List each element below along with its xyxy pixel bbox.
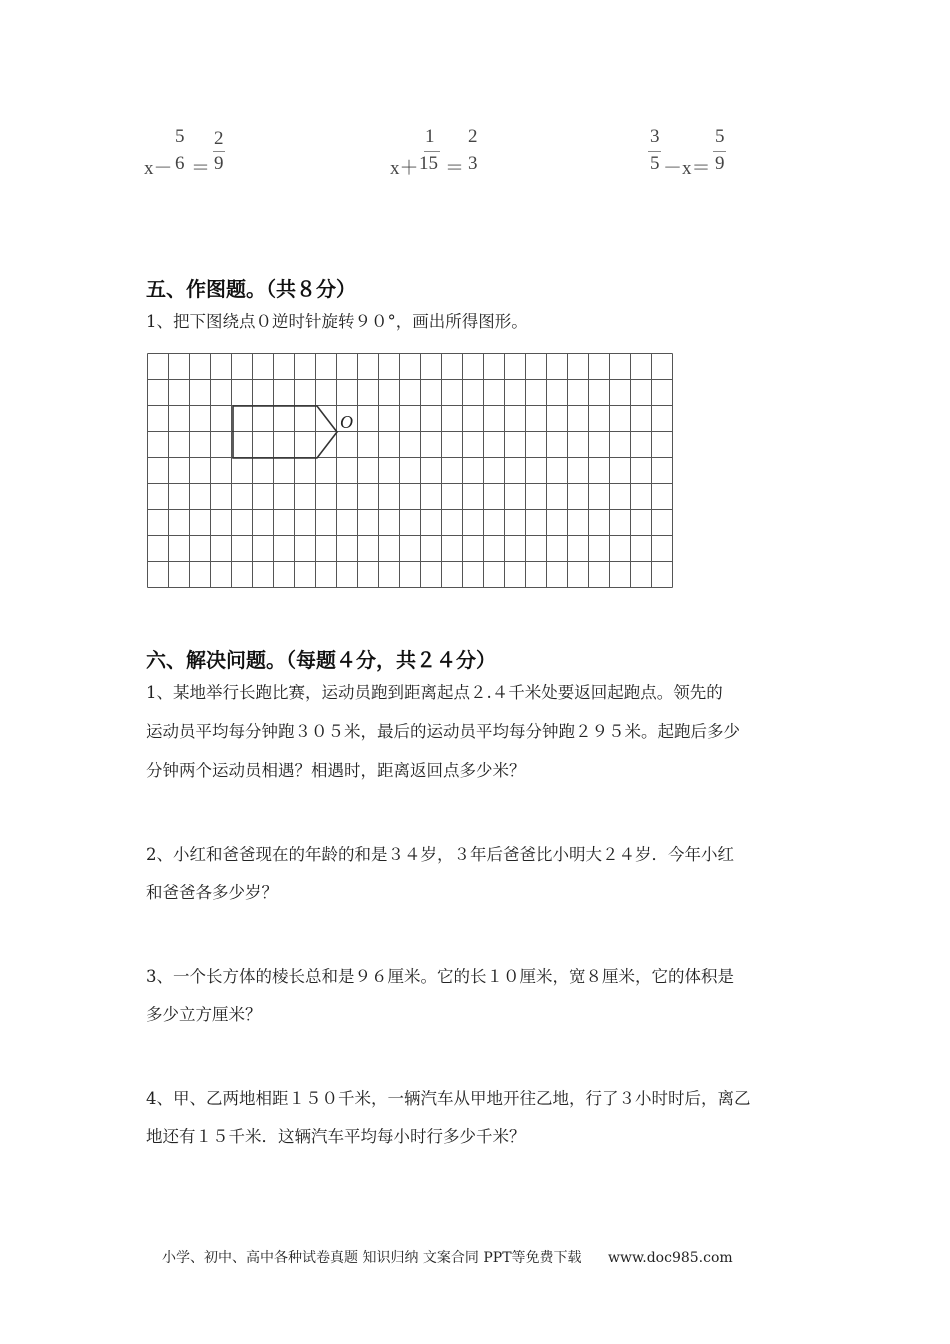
footer-text: 小学、初中、高中各种试卷真题 知识归纳 文案合同 PPT等免费下载 [162,1250,582,1266]
grid-lines [148,354,673,588]
s6-q2-line-1: 2、小红和爸爸现在的年龄的和是３４岁，３年后爸爸比小明大２４岁．今年小红 [146,845,734,864]
eq3-r-bar [713,151,726,152]
eq3-l-num: 3 [650,126,660,147]
eq2-frac-num: 1 [425,126,435,147]
s6-q1-line-2: 运动员平均每分钟跑３０５米，最后的运动员平均每分钟跑２９５米。起跑后多少 [146,722,740,741]
eq1-equals: ＝ [191,158,211,179]
s6-q2-line-2: 和爸爸各多少岁？ [146,883,278,902]
rotation-grid [147,353,673,589]
eq2-equals: ＝ [445,158,465,179]
eq3-l-bar [648,151,661,152]
point-o-label: O [340,412,353,432]
s6-q3-line-2: 多少立方厘米？ [146,1005,262,1024]
eq1-lhs: x－ [144,158,173,179]
eq3-l-den: 5 [650,153,660,174]
eq1-r-bar [213,151,225,152]
eq1-frac-den: 6 [175,153,185,174]
eq1-frac-num: 5 [175,126,185,147]
eq2-r-den: 3 [468,153,478,174]
s6-q3-line-1: 3、一个长方体的棱长总和是９６厘米。它的长１０厘米，宽８厘米，它的体积是 [146,967,734,986]
eq2-frac-bar [424,151,440,152]
eq2-frac-den: 15 [419,153,438,174]
eq2-r-num: 2 [468,126,478,147]
eq2-lhs: x＋ [390,158,419,179]
eq3-r-num: 5 [715,126,725,147]
s6-q4-line-1: 4、甲、乙两地相距１５０千米，一辆汽车从甲地开往乙地，行了３小时时后，离乙 [146,1089,751,1108]
section-5-question-1: 1、把下图绕点０逆时针旋转９０°，画出所得图形。 [146,312,528,331]
eq3-mid: －x＝ [663,158,711,179]
eq1-r-num: 2 [214,128,224,149]
eq3-r-den: 9 [715,153,725,174]
s6-q1-line-3: 分钟两个运动员相遇？相遇时，距离返回点多少米？ [146,761,526,780]
s6-q4-line-2: 地还有１５千米．这辆汽车平均每小时行多少千米？ [146,1127,526,1146]
section-6-title: 六、解决问题。（每题４分，共２４分） [146,648,496,672]
footer [162,1247,733,1267]
footer-url[interactable]: www.doc985.com [607,1250,733,1266]
eq1-r-den: 9 [214,153,224,174]
section-5-title: 五、作图题。（共８分） [146,277,356,301]
s6-q1-line-1: 1、某地举行长跑比赛，运动员跑到距离起点２.４千米处要返回起跑点。领先的 [146,683,723,702]
